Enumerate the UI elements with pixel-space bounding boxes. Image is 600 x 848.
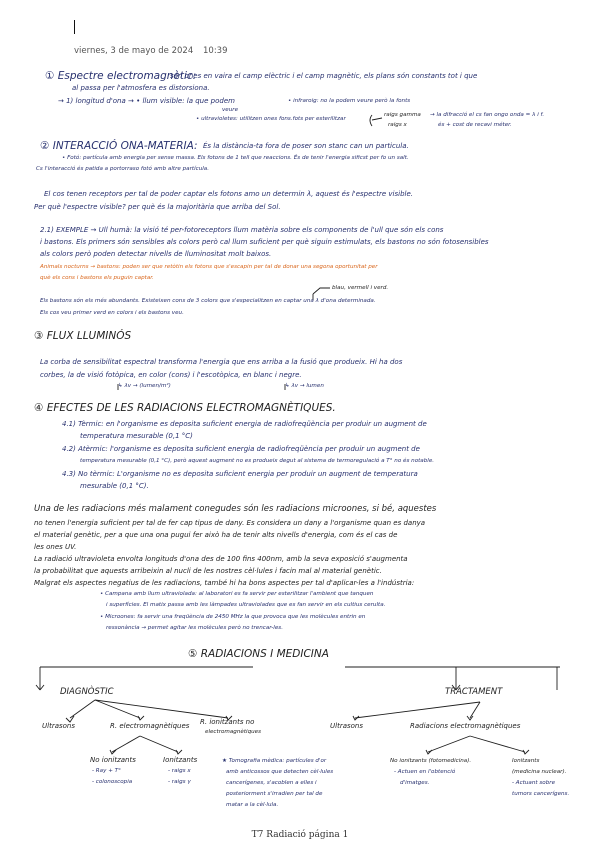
s3-line2: corbes, la de visió fotòpica, en color (cons) i l'escotòpica, en blanc i negre. <box>40 371 302 379</box>
page-footer: T7 Radiació página 1 <box>251 830 349 840</box>
tree-noion-item-0: - Ray + T° <box>92 768 121 774</box>
s1-diffr: → la difracció el cs fan ongo onda = λ i f. <box>430 112 545 118</box>
tree-tomo-4: posteriorment s'irradien per tal de <box>226 791 323 797</box>
tree-tract-radem: Radiacions electromagnètiques <box>410 722 521 730</box>
s4-title: ④ EFECTES DE LES RADIACIONS ELECTROMAGNÈTIQUES. <box>34 402 336 414</box>
tree-tract-ion-2: (medicina nuclear). <box>512 769 567 775</box>
tree-tomo-2: amb anticossos que detecten cèl·lules <box>226 769 334 775</box>
s2-line3: Cs l'interacció és patida a portorraso fotó amb altre partícula. <box>36 166 210 172</box>
s3-line1: La corba de sensibilitat espectral transforma l'energia que ens arriba a la fusió que produeix. Hi ha dos <box>40 358 403 366</box>
s5-l1: Una de les radiacions més malament conegudes són les radiacions microones, si bé, aquestes <box>34 504 437 514</box>
tree-tract-ultrasons: Ultrasons <box>330 722 363 730</box>
s2-ex3: als colors però poden detectar nivells de lluminositat molt baixos. <box>40 250 272 258</box>
tree-tract-noion-2: - Actuen en l'obtenció <box>394 769 456 775</box>
tree-tract-ion-3: - Actuant sobre <box>512 780 556 786</box>
s2-ex1: 2.1) EXEMPLE → Ull humà: la visió té per-fotoreceptors llum matèria sobre els components de l'ull que són els cons <box>40 226 444 234</box>
tree-diag-rnoion2: electromagnètiques <box>205 729 262 735</box>
s2-last1: Els bastons són els més abundants. Existeixen cons de 3 colors que s'especialitzen en captar una λ d'ona determinada. <box>40 298 376 304</box>
s1-cost: és + cost de recavi méter. <box>438 122 512 128</box>
tree-diagnostic: DIAGNÒSTIC <box>60 687 114 697</box>
s4-a2: temperatura mesurable (0,1 °C) <box>80 432 193 440</box>
s5-l6: la probabilitat que aquests arribeixin al nucli de les nostres cèl·lules i facin mal al material genètic. <box>34 567 382 575</box>
s1-ultra: • ultravioletes: utilitzen ones fons.fots per esterilitzar <box>196 116 346 122</box>
s5-l2: no tenen l'energia suficient per tal de fer cap tipus de dany. Es considera un dany a l'organisme quan es danya <box>34 519 426 527</box>
tree-tomo-1: ★ Tomografia mèdica: partícules d'or <box>222 758 327 764</box>
tree-tomo-3: cancerígenes, s'acoblen a elles i <box>226 780 317 786</box>
s4-c2: mesurable (0,1 °C). <box>80 482 149 490</box>
s2-or2: què els cons i bastons els puguin captar. <box>40 275 154 281</box>
s1-infraroig: • infraroig: no la podem veure però la fonts <box>288 98 411 104</box>
s2-title: ② INTERACCIÓ ONA-MATERIA: <box>40 140 198 152</box>
s1-raigsgamma: raigs gamma <box>384 112 421 118</box>
s2-or1: Animals nocturns → bastons: poden ser que retòtin els fotons que s'escapin per tal de donar una segona oportunitat per <box>40 264 378 270</box>
tree-tract-noion-1: No ionitzants (fotomedicina). <box>390 758 472 764</box>
s1-raigsx: raigs x <box>388 122 407 128</box>
s5-l5: La radiació ultravioleta envolta longituds d'ona des de 100 fins 400nm, amb la seva exposició s'augmenta <box>34 555 408 563</box>
tree-tract-ion-4: tumors cancerígens. <box>512 791 570 797</box>
tree-noion: No ionitzants <box>90 756 136 764</box>
s5-b2b: ressonància → permet agitar les molècules però no trencar-les. <box>106 625 283 631</box>
s6-title: ⑤ RADIACIONS I MEDICINA <box>188 648 329 660</box>
s5-b2a: • Microones: fa servir una freqüència de 2450 MHz la que provoca que les molècules entrin en <box>100 614 366 620</box>
s5-l4: les ones UV. <box>34 543 77 551</box>
tree-tomo-5: matar a la cèl·lula. <box>226 802 279 808</box>
tree-noion-item-1: - colonoscopia <box>92 779 133 785</box>
s4-a1: 4.1) Tèrmic: en l'organisme es deposita suficient energia de radiofreqüència per produir un augment de <box>62 420 427 428</box>
s4-c1: 4.3) No tèrmic: L'organisme no es deposita suficient energia per produir un augment de temperatura <box>62 470 418 478</box>
s2-rgb: blau, vermell i verd. <box>332 285 389 291</box>
page-time: 10:39 <box>203 46 228 56</box>
s3-note2: ↳ λv → lumen <box>285 383 324 389</box>
tree-tract-ion-1: Ionitzants <box>512 758 540 764</box>
s2-ex2: i bastons. Els primers són sensibles als colors però cal llum suficient per què siguin estimulats, els bastons no són fotosensibles <box>40 238 489 246</box>
s1-veure: veure <box>222 107 239 113</box>
tree-treatment: TRACTAMENT <box>445 687 503 697</box>
s1-line1: són ones en vaira el camp elèctric i el camp magnètic, els plans són constants tot i que <box>170 72 478 80</box>
s5-l7: Malgrat els aspectes negatius de les radiacions, també hi ha bons aspectes per tal d'aplicar-les a l'indústria: <box>34 579 415 587</box>
tree-tract-noion-3: d'imatges. <box>400 780 430 786</box>
s1-line2: al passa per l'atmosfera es distorsiona. <box>72 84 210 92</box>
tree-diag-ultrasons: Ultrasons <box>42 722 75 730</box>
tree-diag-rnoion1: R. ionitzants no <box>200 718 255 726</box>
s2-line2: • Fotó: partícula amb energia per sense massa. Els fotons de 1 tell que reaccions. És de tenir l'energia sificst per fo un salt. <box>62 155 409 161</box>
tree-diag-rem: R. electromagnètiques <box>110 722 190 730</box>
s1-title: ① Espectre electromagnètic: <box>45 70 197 82</box>
s5-l3: el material genètic, per a que una ona pugui fer això ha de tenir alts nivells d'energia, com és el cas de <box>34 531 398 539</box>
s4-b2: temperatura mesurable (0,1 °C), però aquest augment no es produeix degut al sistema de termoregulació a T° no és notable. <box>80 458 435 464</box>
tree-ion-item-1: - raigs γ <box>168 779 191 785</box>
s5-b1a: • Campana amb llum ultraviolada: al laboratori es fa servir per esterilitzar l'ambient que tanquen <box>100 591 374 597</box>
page-date: viernes, 3 de mayo de 2024 <box>74 46 194 56</box>
s5-b1b: i superfícies. El matix passa amb les làmpades ultraviolades que es fan servir en els cultius cerulta. <box>106 602 386 608</box>
tree-ion-item-0: - raigs x <box>168 768 191 774</box>
tree-ion: Ionitzants <box>163 756 198 764</box>
s2-line4: El cos tenen receptors per tal de poder captar els fotons amo un determin λ, aquest és l'espectre visible. <box>44 190 414 198</box>
s3-note1: ↳ λv → (lumen/m²) <box>118 383 171 389</box>
s3-title: ③ FLUX LLUMINÓS <box>34 330 132 342</box>
s2-line5: Per què l'espectre visible? per què és la majoritària que arriba del Sol. <box>34 203 281 211</box>
s4-b1: 4.2) Atèrmic: l'organisme es deposita suficient energia de radiofreqüència per produir un augment de <box>62 445 420 453</box>
s1-lambda: → 1) longitud d'ona → • llum visible: la que podem <box>58 97 235 105</box>
s2-last2: Els cos veu primer verd en colors i els bastons veu. <box>40 310 184 316</box>
s2-line1: És la distància-ta fora de poser son stanc can un particula. <box>203 142 409 150</box>
